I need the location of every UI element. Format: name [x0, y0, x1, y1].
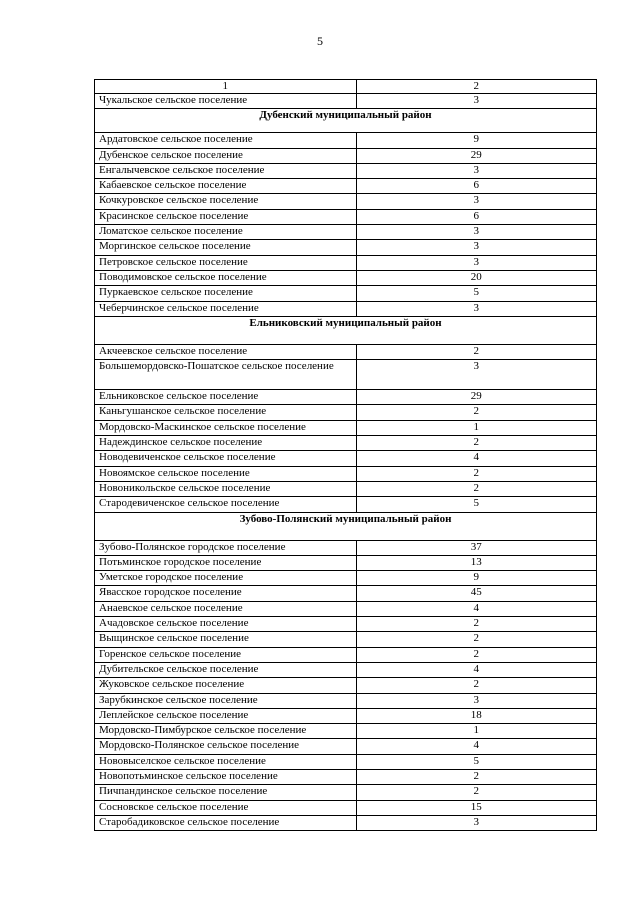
- settlement-value: 37: [356, 540, 596, 555]
- settlement-name: Кабаевское сельское поселение: [95, 179, 357, 194]
- settlement-name: Стародевиченское сельское поселение: [95, 497, 357, 512]
- settlement-name: Зубово-Полянское городское поселение: [95, 540, 357, 555]
- table-row: [95, 163, 597, 178]
- settlement-value: 2: [356, 344, 596, 359]
- settlement-name: Мордовско-Маскинское сельское поселение: [95, 420, 357, 435]
- settlement-name: Новоникольское сельское поселение: [95, 481, 357, 496]
- settlement-value: 2: [356, 632, 596, 647]
- settlement-name: Дубенское сельское поселение: [95, 148, 357, 163]
- settlement-value: 3: [356, 360, 596, 390]
- table-row: [95, 360, 597, 390]
- settlement-value: 1: [356, 420, 596, 435]
- column-header-1: 1: [95, 80, 357, 94]
- table-row: [95, 632, 597, 647]
- settlement-name: Сосновское сельское поселение: [95, 800, 357, 815]
- table-row: [95, 344, 597, 359]
- column-header-2: 2: [356, 80, 596, 94]
- settlement-name: Петровское сельское поселение: [95, 255, 357, 270]
- settlements-table: [94, 79, 597, 831]
- settlement-value: 9: [356, 571, 596, 586]
- settlement-value: 4: [356, 601, 596, 616]
- settlement-value: 3: [356, 301, 596, 316]
- settlement-name: Потьминское городское поселение: [95, 555, 357, 570]
- settlement-value: 18: [356, 708, 596, 723]
- district-section-row: [95, 316, 597, 344]
- table-row: [95, 739, 597, 754]
- table-row: [95, 815, 597, 830]
- table-row: [95, 497, 597, 512]
- table-row: [95, 617, 597, 632]
- settlement-value: 1: [356, 724, 596, 739]
- table-row: [95, 240, 597, 255]
- settlement-name: Новопотьминское сельское поселение: [95, 769, 357, 784]
- table-row: [95, 194, 597, 209]
- table-row: [95, 693, 597, 708]
- settlement-name: Анаевское сельское поселение: [95, 601, 357, 616]
- settlement-name: Новоямское сельское поселение: [95, 466, 357, 481]
- settlement-value: 5: [356, 497, 596, 512]
- settlement-name: Чеберчинское сельское поселение: [95, 301, 357, 316]
- settlement-value: 3: [356, 94, 596, 109]
- settlement-value: 4: [356, 739, 596, 754]
- settlement-name: Большемордовско-Пошатское сельское поселение: [95, 360, 357, 390]
- table-row: [95, 466, 597, 481]
- settlement-value: 3: [356, 194, 596, 209]
- table-row: [95, 405, 597, 420]
- settlement-name: Акчеевское сельское поселение: [95, 344, 357, 359]
- settlement-name: Жуковское сельское поселение: [95, 678, 357, 693]
- table-row: [95, 451, 597, 466]
- settlement-name: Уметское городское поселение: [95, 571, 357, 586]
- table-row: [95, 555, 597, 570]
- settlement-value: 3: [356, 693, 596, 708]
- table-row: [95, 420, 597, 435]
- settlement-name: Ачадовское сельское поселение: [95, 617, 357, 632]
- settlement-name: Ардатовское сельское поселение: [95, 133, 357, 148]
- settlement-name: Леплейское сельское поселение: [95, 708, 357, 723]
- settlement-value: 3: [356, 255, 596, 270]
- table-row: [95, 769, 597, 784]
- district-section-row: [95, 109, 597, 133]
- settlement-name: Красинское сельское поселение: [95, 209, 357, 224]
- settlement-name: Каньгушанское сельское поселение: [95, 405, 357, 420]
- settlement-value: 9: [356, 133, 596, 148]
- settlement-value: 29: [356, 390, 596, 405]
- table-row: [95, 390, 597, 405]
- settlement-value: 29: [356, 148, 596, 163]
- settlement-name: Ельниковское сельское поселение: [95, 390, 357, 405]
- settlement-name: Явасское городское поселение: [95, 586, 357, 601]
- table-row: [95, 678, 597, 693]
- settlement-name: Зарубкинское сельское поселение: [95, 693, 357, 708]
- settlement-name: Выщинское сельское поселение: [95, 632, 357, 647]
- settlement-value: 13: [356, 555, 596, 570]
- settlement-value: 45: [356, 586, 596, 601]
- settlement-name: Дубительское сельское поселение: [95, 662, 357, 677]
- table-row: [95, 785, 597, 800]
- settlement-value: 6: [356, 179, 596, 194]
- settlement-name: Ломатское сельское поселение: [95, 225, 357, 240]
- settlement-value: 2: [356, 481, 596, 496]
- settlement-value: 2: [356, 466, 596, 481]
- settlement-name: Енгалычевское сельское поселение: [95, 163, 357, 178]
- table-row: [95, 133, 597, 148]
- settlement-name: Кочкуровское сельское поселение: [95, 194, 357, 209]
- district-title: Ельниковский муниципальный район: [95, 316, 597, 344]
- table-row: [95, 436, 597, 451]
- table-row: [95, 724, 597, 739]
- table-row: [95, 662, 597, 677]
- table-row: [95, 601, 597, 616]
- settlement-name: Надеждинское сельское поселение: [95, 436, 357, 451]
- settlement-value: 2: [356, 769, 596, 784]
- settlement-value: 4: [356, 662, 596, 677]
- settlement-name: Поводимовское сельское поселение: [95, 270, 357, 285]
- table-row: [95, 94, 597, 109]
- settlement-name: Новодевиченское сельское поселение: [95, 451, 357, 466]
- table-body: [95, 80, 597, 831]
- settlement-value: 2: [356, 405, 596, 420]
- settlement-value: 20: [356, 270, 596, 285]
- settlement-value: 3: [356, 815, 596, 830]
- table-header-row: [95, 80, 597, 94]
- settlement-value: 15: [356, 800, 596, 815]
- settlement-value: 3: [356, 225, 596, 240]
- district-title: Зубово-Полянский муниципальный район: [95, 512, 597, 540]
- settlement-name: Старобадиковское сельское поселение: [95, 815, 357, 830]
- settlement-value: 2: [356, 785, 596, 800]
- settlement-name: Мордовско-Полянское сельское поселение: [95, 739, 357, 754]
- settlement-name: Пичпандинское сельское поселение: [95, 785, 357, 800]
- settlement-value: 2: [356, 678, 596, 693]
- table-row: [95, 708, 597, 723]
- district-title: Дубенский муниципальный район: [95, 109, 597, 133]
- settlement-name: Чукальское сельское поселение: [95, 94, 357, 109]
- table-row: [95, 209, 597, 224]
- table-row: [95, 800, 597, 815]
- table-row: [95, 148, 597, 163]
- settlement-value: 2: [356, 617, 596, 632]
- settlement-value: 4: [356, 451, 596, 466]
- page-number: 5: [317, 34, 323, 48]
- settlement-value: 3: [356, 163, 596, 178]
- settlement-value: 2: [356, 436, 596, 451]
- table-row: [95, 179, 597, 194]
- settlement-value: 5: [356, 286, 596, 301]
- table-row: [95, 647, 597, 662]
- settlement-value: 3: [356, 240, 596, 255]
- settlement-name: Нововыселское сельское поселение: [95, 754, 357, 769]
- table-row: [95, 225, 597, 240]
- settlement-value: 5: [356, 754, 596, 769]
- table-row: [95, 270, 597, 285]
- settlement-name: Мордовско-Пимбурское сельское поселение: [95, 724, 357, 739]
- table-row: [95, 586, 597, 601]
- table-row: [95, 540, 597, 555]
- district-section-row: [95, 512, 597, 540]
- table-row: [95, 571, 597, 586]
- table-row: [95, 255, 597, 270]
- settlement-name: Моргинское сельское поселение: [95, 240, 357, 255]
- table-row: [95, 754, 597, 769]
- settlement-value: 6: [356, 209, 596, 224]
- settlement-name: Пуркаевское сельское поселение: [95, 286, 357, 301]
- table-row: [95, 301, 597, 316]
- table-row: [95, 286, 597, 301]
- settlement-value: 2: [356, 647, 596, 662]
- table-row: [95, 481, 597, 496]
- settlement-name: Горенское сельское поселение: [95, 647, 357, 662]
